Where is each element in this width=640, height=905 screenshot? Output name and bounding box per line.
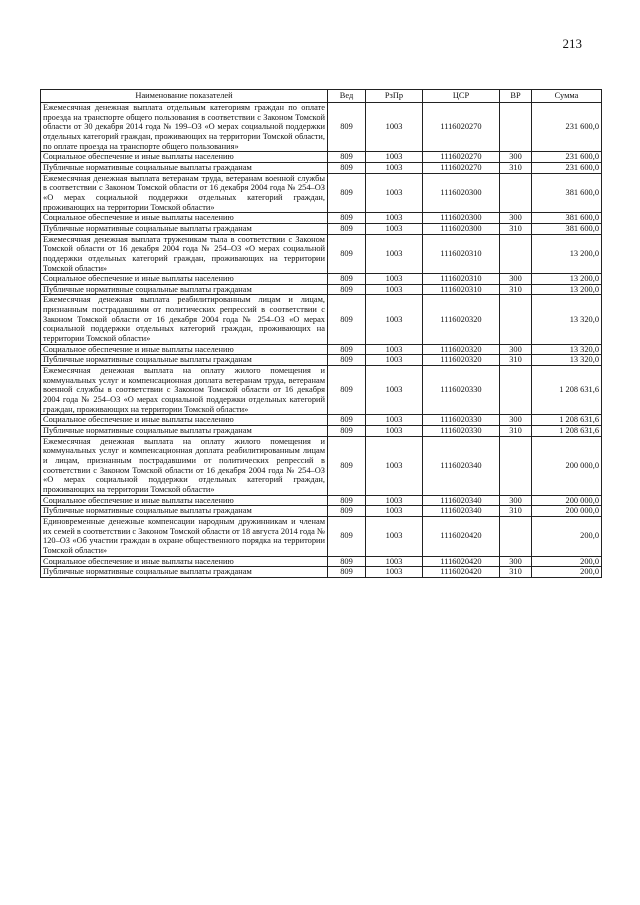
cell-ved: 809 xyxy=(328,426,366,437)
cell-rzpr: 1003 xyxy=(366,152,423,163)
cell-csr: 1116020320 xyxy=(423,355,500,366)
page-number: 213 xyxy=(562,36,582,51)
cell-vr xyxy=(500,366,532,415)
cell-name: Социальное обеспечение и иные выплаты населению xyxy=(41,344,328,355)
cell-sum: 13 200,0 xyxy=(532,234,602,274)
budget-table xyxy=(40,89,602,578)
cell-name: Публичные нормативные социальные выплаты гражданам xyxy=(41,426,328,437)
cell-vr xyxy=(500,234,532,274)
cell-sum: 1 208 631,6 xyxy=(532,366,602,415)
cell-sum: 200 000,0 xyxy=(532,495,602,506)
cell-name: Ежемесячная денежная выплата реабилитированным лицам и лицам, признанным пострадавшими от политических репрессий в соответствии с Законом Томской области от 16 декабря 2004 года № 254–ОЗ «О мерах социальной поддержки отдельных категорий граждан, проживающих на территории Томской области» xyxy=(41,295,328,344)
cell-name: Социальное обеспечение и иные выплаты населению xyxy=(41,213,328,224)
cell-name: Ежемесячная денежная выплата отдельным категориям граждан по оплате проезда на транспорте общего пользования в соответствии с Законом Томской области от 30 декабря 2014 года № 199–ОЗ «О мерах социальной поддержки отдельных категорий граждан, проживающих на территории Томской области, по оплате проезда на транспорте общего пользования» xyxy=(41,103,328,152)
table-row xyxy=(41,103,602,152)
cell-vr: 310 xyxy=(500,162,532,173)
cell-ved: 809 xyxy=(328,295,366,344)
cell-sum: 200,0 xyxy=(532,516,602,556)
cell-vr: 300 xyxy=(500,344,532,355)
cell-csr: 1116020320 xyxy=(423,344,500,355)
cell-rzpr: 1003 xyxy=(366,295,423,344)
cell-ved: 809 xyxy=(328,213,366,224)
cell-ved: 809 xyxy=(328,223,366,234)
cell-name: Ежемесячная денежная выплата на оплату жилого помещения и коммунальных услуг и компенсационная доплата реабилитированным лицам и лицам, признанным пострадавшими от политических репрессий в соответствии с Законом Томской области от 16 декабря 2004 года № 254–ОЗ «О мерах социальной поддержки отдельных категорий граждан, проживающих на территории Томской области» xyxy=(41,436,328,495)
cell-ved: 809 xyxy=(328,355,366,366)
cell-name: Ежемесячная денежная выплата на оплату жилого помещения и коммунальных услуг и компенсационная доплата ветеранам труда, ветеранам военной службы в соответствии с Законом Томской области от 16 декабря 2004 года № 254–ОЗ «О мерах социальной поддержки отдельных категорий граждан, проживающих на территории Томской области» xyxy=(41,366,328,415)
cell-csr: 1116020310 xyxy=(423,234,500,274)
table-row xyxy=(41,506,602,517)
cell-sum: 200,0 xyxy=(532,567,602,578)
cell-vr xyxy=(500,103,532,152)
table-row xyxy=(41,516,602,556)
cell-vr: 300 xyxy=(500,152,532,163)
cell-csr: 1116020310 xyxy=(423,284,500,295)
cell-name: Публичные нормативные социальные выплаты гражданам xyxy=(41,506,328,517)
cell-sum: 200 000,0 xyxy=(532,436,602,495)
table-row xyxy=(41,556,602,567)
cell-ved: 809 xyxy=(328,344,366,355)
cell-rzpr: 1003 xyxy=(366,162,423,173)
cell-vr: 310 xyxy=(500,355,532,366)
cell-ved: 809 xyxy=(328,152,366,163)
cell-sum: 13 320,0 xyxy=(532,344,602,355)
cell-rzpr: 1003 xyxy=(366,344,423,355)
cell-name: Публичные нормативные социальные выплаты гражданам xyxy=(41,567,328,578)
table-row xyxy=(41,344,602,355)
table-header-row xyxy=(41,90,602,103)
table-row xyxy=(41,152,602,163)
cell-sum: 381 600,0 xyxy=(532,173,602,213)
cell-vr: 310 xyxy=(500,223,532,234)
cell-sum: 231 600,0 xyxy=(532,162,602,173)
cell-csr: 1116020270 xyxy=(423,162,500,173)
cell-ved: 809 xyxy=(328,103,366,152)
cell-name: Публичные нормативные социальные выплаты гражданам xyxy=(41,355,328,366)
cell-vr xyxy=(500,516,532,556)
cell-csr: 1116020330 xyxy=(423,415,500,426)
cell-csr: 1116020420 xyxy=(423,556,500,567)
cell-sum: 200,0 xyxy=(532,556,602,567)
cell-rzpr: 1003 xyxy=(366,103,423,152)
cell-sum: 231 600,0 xyxy=(532,103,602,152)
cell-ved: 809 xyxy=(328,567,366,578)
table-row xyxy=(41,234,602,274)
cell-ved: 809 xyxy=(328,495,366,506)
cell-ved: 809 xyxy=(328,162,366,173)
table-row xyxy=(41,295,602,344)
cell-vr: 310 xyxy=(500,506,532,517)
table-row xyxy=(41,567,602,578)
cell-rzpr: 1003 xyxy=(366,284,423,295)
cell-rzpr: 1003 xyxy=(366,556,423,567)
header-csr: ЦСР xyxy=(423,90,500,103)
cell-csr: 1116020340 xyxy=(423,506,500,517)
cell-name: Единовременные денежные компенсации народным дружинникам и членам их семей в соответствии с Законом Томской области от 18 августа 2014 года № 120–ОЗ «Об участии граждан в охране общественного порядка на территории Томской области» xyxy=(41,516,328,556)
cell-csr: 1116020270 xyxy=(423,103,500,152)
cell-rzpr: 1003 xyxy=(366,426,423,437)
header-ved: Вед xyxy=(328,90,366,103)
table-body xyxy=(41,103,602,578)
cell-vr: 300 xyxy=(500,495,532,506)
cell-sum: 231 600,0 xyxy=(532,152,602,163)
cell-rzpr: 1003 xyxy=(366,274,423,285)
cell-csr: 1116020310 xyxy=(423,274,500,285)
cell-csr: 1116020340 xyxy=(423,436,500,495)
table-row xyxy=(41,436,602,495)
table-row xyxy=(41,495,602,506)
cell-vr: 310 xyxy=(500,426,532,437)
cell-ved: 809 xyxy=(328,436,366,495)
cell-ved: 809 xyxy=(328,516,366,556)
cell-name: Ежемесячная денежная выплата труженикам тыла в соответствии с Законом Томской области от 16 декабря 2004 года № 254–ОЗ «О мерах социальной поддержки отдельных категорий граждан, проживающих на территории Томской области» xyxy=(41,234,328,274)
table-row xyxy=(41,366,602,415)
cell-ved: 809 xyxy=(328,506,366,517)
cell-ved: 809 xyxy=(328,284,366,295)
table-row xyxy=(41,223,602,234)
cell-vr xyxy=(500,295,532,344)
cell-rzpr: 1003 xyxy=(366,567,423,578)
cell-csr: 1116020300 xyxy=(423,223,500,234)
table-row xyxy=(41,213,602,224)
cell-vr: 300 xyxy=(500,274,532,285)
cell-rzpr: 1003 xyxy=(366,516,423,556)
header-vr: ВР xyxy=(500,90,532,103)
header-name: Наименование показателей xyxy=(41,90,328,103)
cell-rzpr: 1003 xyxy=(366,495,423,506)
cell-vr: 300 xyxy=(500,556,532,567)
cell-sum: 13 320,0 xyxy=(532,295,602,344)
cell-vr xyxy=(500,436,532,495)
cell-csr: 1116020420 xyxy=(423,516,500,556)
cell-csr: 1116020330 xyxy=(423,366,500,415)
cell-name: Публичные нормативные социальные выплаты гражданам xyxy=(41,162,328,173)
cell-sum: 1 208 631,6 xyxy=(532,415,602,426)
cell-ved: 809 xyxy=(328,234,366,274)
cell-name: Социальное обеспечение и иные выплаты населению xyxy=(41,152,328,163)
cell-sum: 13 200,0 xyxy=(532,284,602,295)
cell-vr: 310 xyxy=(500,567,532,578)
cell-sum: 13 200,0 xyxy=(532,274,602,285)
cell-csr: 1116020270 xyxy=(423,152,500,163)
cell-rzpr: 1003 xyxy=(366,213,423,224)
cell-rzpr: 1003 xyxy=(366,234,423,274)
table-row xyxy=(41,173,602,213)
cell-rzpr: 1003 xyxy=(366,415,423,426)
cell-rzpr: 1003 xyxy=(366,506,423,517)
cell-ved: 809 xyxy=(328,556,366,567)
cell-csr: 1116020340 xyxy=(423,495,500,506)
cell-vr: 300 xyxy=(500,213,532,224)
cell-csr: 1116020300 xyxy=(423,173,500,213)
cell-sum: 13 320,0 xyxy=(532,355,602,366)
cell-name: Ежемесячная денежная выплата ветеранам труда, ветеранам военной службы в соответствии с Законом Томской области от 16 декабря 2004 года № 254–ОЗ «О мерах социальной поддержки отдельных категорий граждан, проживающих на территории Томской области» xyxy=(41,173,328,213)
table-row xyxy=(41,426,602,437)
cell-rzpr: 1003 xyxy=(366,355,423,366)
cell-name: Социальное обеспечение и иные выплаты населению xyxy=(41,274,328,285)
cell-csr: 1116020420 xyxy=(423,567,500,578)
cell-csr: 1116020330 xyxy=(423,426,500,437)
cell-ved: 809 xyxy=(328,173,366,213)
cell-sum: 381 600,0 xyxy=(532,223,602,234)
cell-rzpr: 1003 xyxy=(366,173,423,213)
cell-ved: 809 xyxy=(328,366,366,415)
cell-name: Социальное обеспечение и иные выплаты населению xyxy=(41,495,328,506)
cell-rzpr: 1003 xyxy=(366,436,423,495)
table-row xyxy=(41,162,602,173)
cell-name: Публичные нормативные социальные выплаты гражданам xyxy=(41,223,328,234)
cell-name: Публичные нормативные социальные выплаты гражданам xyxy=(41,284,328,295)
cell-name: Социальное обеспечение и иные выплаты населению xyxy=(41,415,328,426)
cell-ved: 809 xyxy=(328,415,366,426)
cell-csr: 1116020320 xyxy=(423,295,500,344)
cell-sum: 1 208 631,6 xyxy=(532,426,602,437)
cell-csr: 1116020300 xyxy=(423,213,500,224)
cell-rzpr: 1003 xyxy=(366,366,423,415)
cell-name: Социальное обеспечение и иные выплаты населению xyxy=(41,556,328,567)
table-row xyxy=(41,415,602,426)
header-sum: Сумма xyxy=(532,90,602,103)
cell-sum: 200 000,0 xyxy=(532,506,602,517)
table-row xyxy=(41,284,602,295)
table-row xyxy=(41,355,602,366)
header-rzpr: РзПр xyxy=(366,90,423,103)
cell-sum: 381 600,0 xyxy=(532,213,602,224)
cell-vr xyxy=(500,173,532,213)
cell-vr: 310 xyxy=(500,284,532,295)
cell-ved: 809 xyxy=(328,274,366,285)
cell-rzpr: 1003 xyxy=(366,223,423,234)
table-row xyxy=(41,274,602,285)
cell-vr: 300 xyxy=(500,415,532,426)
